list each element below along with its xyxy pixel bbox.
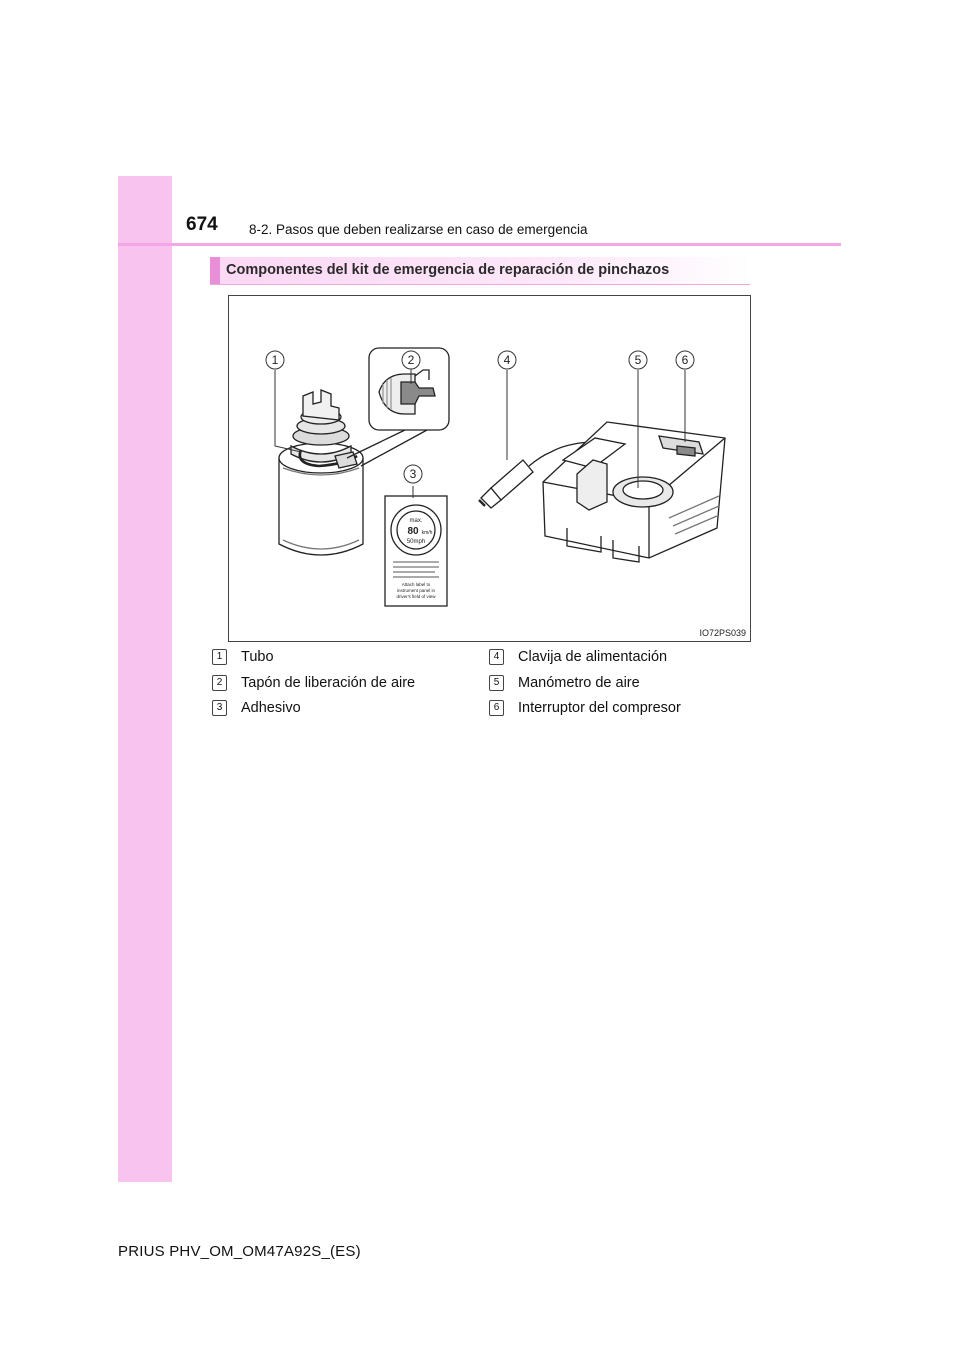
chapter-title: 8-2. Pasos que deben realizarse en caso de emergencia <box>249 222 588 237</box>
legend-label: Tubo <box>241 649 274 665</box>
sealant-bottle-drawing <box>279 390 363 555</box>
legend-item-3 <box>212 699 301 721</box>
compressor-drawing <box>543 422 725 562</box>
legend-item-2 <box>212 674 415 696</box>
legend-number: 6 <box>489 700 504 716</box>
callout-3: 3 <box>409 467 417 481</box>
callout-1: 1 <box>271 353 279 367</box>
legend-number: 3 <box>212 700 227 716</box>
section-heading <box>210 257 750 285</box>
callout-4: 4 <box>503 353 511 367</box>
sticker-line-3: driver's field of view <box>396 594 436 599</box>
callout-2: 2 <box>407 353 415 367</box>
legend-label: Adhesivo <box>241 700 301 716</box>
legend-number: 5 <box>489 675 504 691</box>
figure-code: IO72PS039 <box>699 628 746 638</box>
sticker-kmh: km/h <box>421 530 433 536</box>
callout-5: 5 <box>634 353 642 367</box>
legend-number: 4 <box>489 649 504 665</box>
side-tab-band <box>118 176 172 1182</box>
sticker-line-1: Attach label to <box>401 582 431 587</box>
legend-item-4 <box>489 648 667 670</box>
header-rule <box>118 243 841 246</box>
kit-illustration <box>228 295 751 642</box>
legend-label: Manómetro de aire <box>518 675 640 691</box>
legend-number: 2 <box>212 675 227 691</box>
page-number: 674 <box>186 214 218 235</box>
footer-doc-id: PRIUS PHV_OM_OM47A92S_(ES) <box>118 1243 361 1260</box>
section-accent <box>210 257 220 284</box>
sticker-max: max. <box>409 518 423 524</box>
sticker-mph: 50mph <box>406 539 426 545</box>
kit-drawing <box>229 296 750 641</box>
legend-number: 1 <box>212 649 227 665</box>
legend-item-5 <box>489 674 640 696</box>
adhesive-label-drawing <box>385 496 447 606</box>
legend-label: Interruptor del compresor <box>518 700 681 716</box>
legend-label: Tapón de liberación de aire <box>241 675 416 691</box>
callout-6: 6 <box>681 353 689 367</box>
legend-item-1 <box>212 648 274 670</box>
section-title: Componentes del kit de emergencia de reparación de pinchazos <box>226 262 670 278</box>
legend-label: Clavija de alimentación <box>518 649 668 665</box>
sticker-speed: 80 <box>407 526 419 537</box>
sticker-line-2: instrument panel in <box>396 588 436 593</box>
release-cap-inset <box>347 348 449 466</box>
legend-item-6 <box>489 699 681 721</box>
